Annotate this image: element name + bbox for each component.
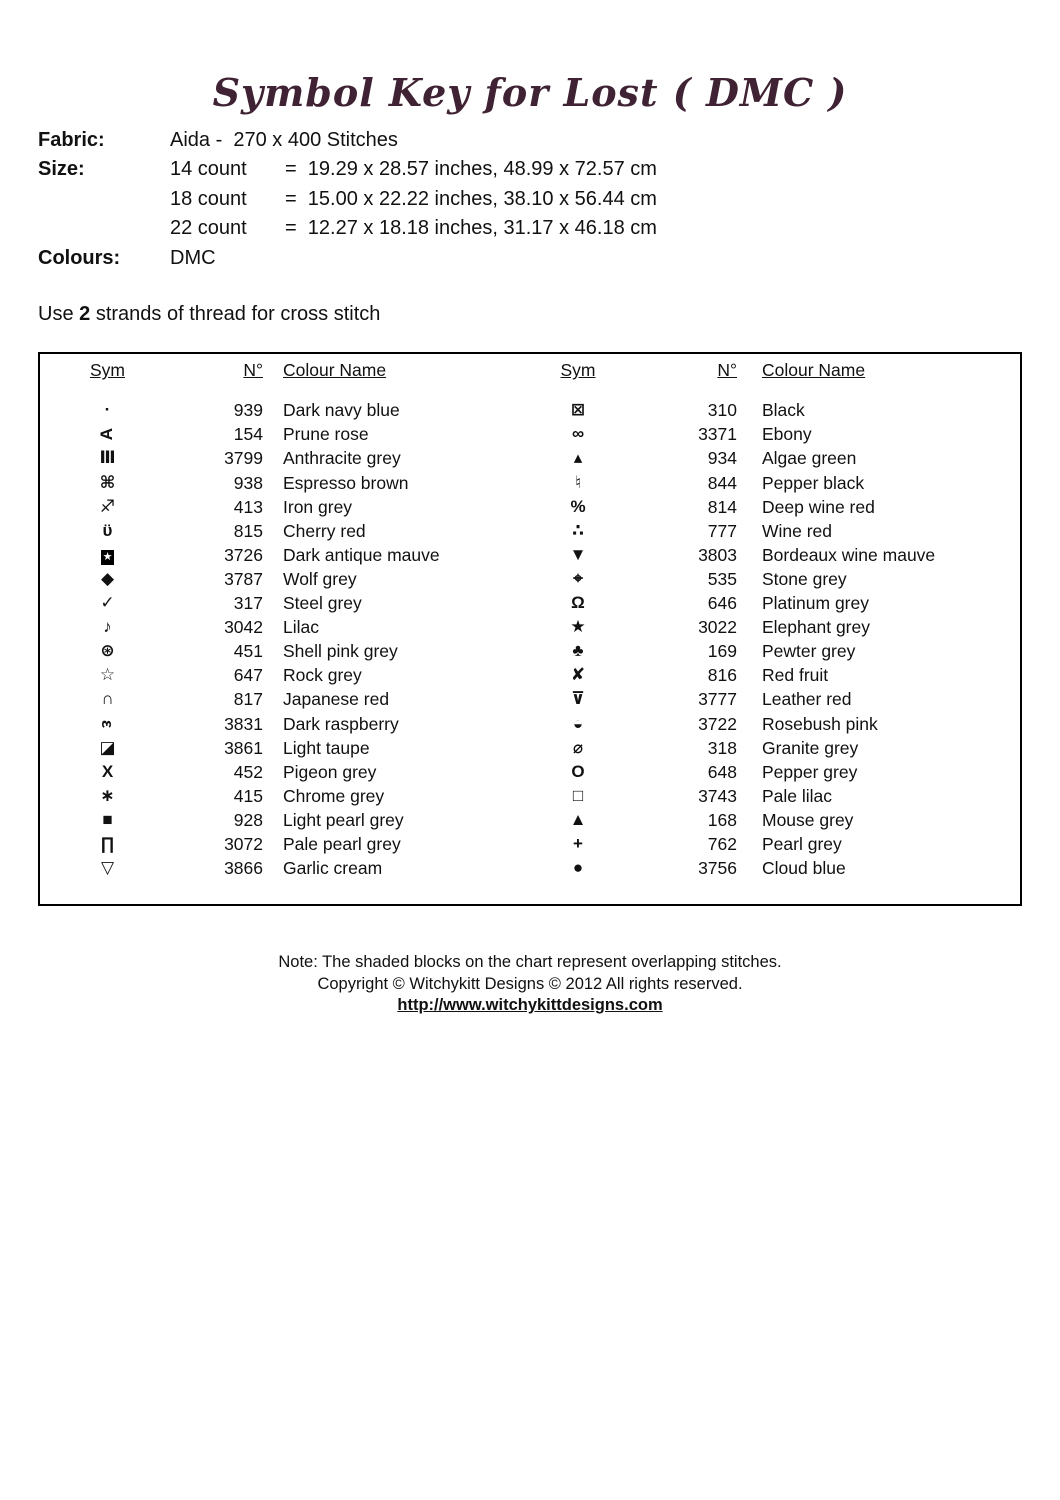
colour-name: Rosebush pink bbox=[762, 713, 878, 734]
header-number-left: N° bbox=[243, 360, 263, 381]
dmc-number: 815 bbox=[233, 520, 263, 541]
strands-suffix: strands of thread for cross stitch bbox=[95, 303, 381, 326]
colour-name: Japanese red bbox=[283, 689, 390, 710]
table-row bbox=[40, 832, 1020, 856]
table-row bbox=[40, 615, 1020, 639]
dmc-number: 816 bbox=[707, 665, 737, 686]
dmc-number: 646 bbox=[707, 593, 737, 614]
table-row bbox=[40, 446, 1020, 470]
symbol-cell: ◆ bbox=[100, 568, 115, 588]
symbol-cell: Ω bbox=[571, 593, 585, 613]
symbol-cell: □ bbox=[572, 785, 584, 805]
symbol-cell bbox=[40, 712, 175, 736]
size-row bbox=[38, 155, 1060, 185]
dmc-number: 3777 bbox=[698, 689, 737, 710]
colour-name: Platinum grey bbox=[762, 593, 869, 614]
symbol-cell: ⌖ bbox=[573, 568, 583, 588]
symbol-cell: ∏ bbox=[100, 833, 115, 853]
dmc-number: 168 bbox=[707, 809, 737, 830]
dmc-number: 317 bbox=[233, 593, 263, 614]
symbol-cell: X bbox=[101, 761, 114, 781]
colour-name: Pepper grey bbox=[762, 761, 858, 782]
size-dims: = 15.00 x 22.22 inches, 38.10 x 56.44 cm bbox=[285, 187, 657, 210]
colour-name: Pale lilac bbox=[762, 785, 833, 806]
header-colour-name-right: Colour Name bbox=[762, 360, 866, 381]
table-row bbox=[40, 784, 1020, 808]
colour-name: Chrome grey bbox=[283, 785, 385, 806]
colour-name: Algae green bbox=[762, 448, 857, 469]
dmc-number: 3831 bbox=[224, 713, 263, 734]
header-colour-name-left: Colour Name bbox=[283, 360, 387, 381]
colour-name: Pigeon grey bbox=[283, 761, 377, 782]
dmc-number: 762 bbox=[707, 833, 737, 854]
symbol-cell: ▽ bbox=[100, 858, 115, 878]
colour-name: Wolf grey bbox=[283, 568, 357, 589]
fabric-value: Aida - 270 x 400 Stitches bbox=[170, 128, 398, 151]
dmc-number: 318 bbox=[707, 737, 737, 758]
dmc-number: 3787 bbox=[224, 568, 263, 589]
strands-count: 2 bbox=[79, 303, 91, 326]
symbol-cell: ■ bbox=[102, 809, 113, 829]
colour-name: Pale pearl grey bbox=[283, 833, 401, 854]
symbol-glyph-boxed-star: ★ bbox=[102, 550, 113, 563]
symbol-cell: ♐ bbox=[99, 496, 116, 516]
dmc-number: 939 bbox=[233, 400, 263, 421]
dmc-number: 3743 bbox=[698, 785, 737, 806]
dmc-number: 154 bbox=[233, 424, 263, 445]
colour-name: Dark raspberry bbox=[283, 713, 399, 734]
table-row bbox=[40, 398, 1020, 422]
table-row bbox=[40, 639, 1020, 663]
dmc-number: 535 bbox=[707, 568, 737, 589]
colours-label: Colours: bbox=[38, 246, 121, 269]
symbol-cell: ● bbox=[572, 858, 584, 878]
colour-name: Stone grey bbox=[762, 568, 847, 589]
symbol-cell: Ⅲ bbox=[99, 448, 116, 468]
dmc-number: 3861 bbox=[224, 737, 263, 758]
dmc-number: 647 bbox=[233, 665, 263, 686]
size-label: Size: bbox=[38, 158, 85, 181]
colour-name: Lilac bbox=[283, 617, 319, 638]
symbol-cell: ★ bbox=[570, 617, 586, 637]
symbol-cell: ♮ bbox=[574, 472, 582, 492]
dmc-number: 648 bbox=[707, 761, 737, 782]
colour-name: Cherry red bbox=[283, 520, 366, 541]
symbol-cell: ∴ bbox=[572, 520, 584, 540]
colour-name: Dark navy blue bbox=[283, 400, 400, 421]
colours-row bbox=[38, 244, 1060, 274]
dmc-number: 3072 bbox=[224, 833, 263, 854]
size-label-empty bbox=[38, 214, 170, 244]
table-row bbox=[40, 856, 1020, 880]
dmc-number: 452 bbox=[233, 761, 263, 782]
dmc-number: 413 bbox=[233, 496, 263, 517]
table-row bbox=[40, 712, 1020, 736]
symbol-cell: ∗ bbox=[100, 785, 115, 805]
colour-name: Anthracite grey bbox=[283, 448, 401, 469]
colour-name: Espresso brown bbox=[283, 472, 409, 493]
colour-name: Pearl grey bbox=[762, 833, 842, 854]
symbol-cell: ⊛ bbox=[100, 641, 115, 661]
header-number-right: N° bbox=[717, 360, 737, 381]
dmc-number: 169 bbox=[707, 641, 737, 662]
dmc-number: 934 bbox=[707, 448, 737, 469]
symbol-cell: ▲ bbox=[569, 809, 587, 829]
size-label-empty bbox=[38, 185, 170, 215]
colour-name: Light pearl grey bbox=[283, 809, 404, 830]
symbol-glyph: A bbox=[97, 428, 117, 441]
dmc-number: 3042 bbox=[224, 617, 263, 638]
symbol-cell: ▼ bbox=[569, 544, 587, 564]
table-row bbox=[40, 422, 1020, 446]
symbol-cell: ☆ bbox=[99, 665, 116, 685]
dmc-number: 817 bbox=[233, 689, 263, 710]
strands-note bbox=[38, 303, 1060, 326]
symbol-cell: + bbox=[573, 833, 583, 853]
colour-name: Mouse grey bbox=[762, 809, 854, 830]
strands-prefix: Use bbox=[38, 303, 74, 326]
colour-name: Shell pink grey bbox=[283, 641, 398, 662]
symbol-cell bbox=[40, 543, 175, 567]
size-count: 18 count bbox=[170, 187, 247, 210]
symbol-cell: ϋ bbox=[102, 520, 113, 540]
symbol-cell: ♪ bbox=[103, 617, 112, 637]
footer bbox=[0, 952, 1060, 1017]
page-title: Symbol Key for Lost ( DMC ) bbox=[212, 70, 848, 115]
symbol-cell: ◪ bbox=[99, 737, 116, 757]
header-sym-left: Sym bbox=[90, 360, 125, 381]
dmc-number: 3726 bbox=[224, 544, 263, 565]
table-row bbox=[40, 567, 1020, 591]
size-value bbox=[170, 155, 657, 185]
colour-name: Pewter grey bbox=[762, 641, 856, 662]
colour-name: Wine red bbox=[762, 520, 833, 541]
size-value bbox=[170, 185, 657, 215]
colour-name: Garlic cream bbox=[283, 858, 383, 879]
table-row bbox=[40, 663, 1020, 687]
fabric-label: Fabric: bbox=[38, 128, 105, 151]
symbol-cell: · bbox=[104, 400, 111, 420]
symbol-cell: ◒ bbox=[572, 713, 584, 733]
size-dims: = 12.27 x 18.18 inches, 31.17 x 46.18 cm bbox=[285, 217, 657, 240]
symbol-cell: ∩ bbox=[101, 689, 114, 709]
dmc-number: 451 bbox=[233, 641, 263, 662]
size-row bbox=[38, 185, 1060, 215]
symbol-cell: ▴ bbox=[573, 448, 583, 468]
symbol-cell: % bbox=[570, 496, 586, 516]
colour-name: Black bbox=[762, 400, 805, 421]
size-count: 22 count bbox=[170, 217, 247, 240]
size-row bbox=[38, 214, 1060, 244]
colour-name: Rock grey bbox=[283, 665, 362, 686]
fabric-row bbox=[38, 126, 1060, 156]
pattern-info bbox=[38, 126, 1060, 274]
symbol-glyph: ε bbox=[98, 719, 118, 728]
colours-value: DMC bbox=[170, 246, 216, 269]
size-count: 14 count bbox=[170, 158, 247, 181]
dmc-number: 777 bbox=[707, 520, 737, 541]
size-dims: = 19.29 x 28.57 inches, 48.99 x 72.57 cm bbox=[285, 158, 657, 181]
dmc-number: 3371 bbox=[698, 424, 737, 445]
dmc-number: 938 bbox=[233, 472, 263, 493]
colour-name: Steel grey bbox=[283, 593, 362, 614]
table-row bbox=[40, 519, 1020, 543]
dmc-number: 3756 bbox=[698, 858, 737, 879]
table-header-row bbox=[40, 359, 1020, 381]
table-row bbox=[40, 543, 1020, 567]
colour-name: Ebony bbox=[762, 424, 812, 445]
table-row bbox=[40, 591, 1020, 615]
symbol-cell: ⊽ bbox=[571, 689, 585, 709]
dmc-number: 814 bbox=[707, 496, 737, 517]
header-sym-right: Sym bbox=[560, 360, 596, 381]
colour-name: Bordeaux wine mauve bbox=[762, 544, 936, 565]
colour-name: Cloud blue bbox=[762, 858, 846, 879]
table-row bbox=[40, 760, 1020, 784]
dmc-number: 310 bbox=[707, 400, 737, 421]
size-value bbox=[170, 214, 657, 244]
shading-note: Note: The shaded blocks on the chart represent overlapping stitches. bbox=[278, 953, 782, 972]
colour-name: Pepper black bbox=[762, 472, 865, 493]
symbol-cell: ♣ bbox=[572, 641, 584, 661]
dmc-number: 415 bbox=[233, 785, 263, 806]
symbol-cell: ✓ bbox=[100, 593, 115, 613]
symbol-cell: ⊠ bbox=[570, 400, 586, 420]
table-row bbox=[40, 687, 1020, 711]
colour-name: Leather red bbox=[762, 689, 852, 710]
symbol-cell: O bbox=[571, 761, 585, 781]
dmc-number: 3022 bbox=[698, 617, 737, 638]
colour-name: Granite grey bbox=[762, 737, 859, 758]
symbol-cell: ⌀ bbox=[572, 737, 584, 757]
table-row bbox=[40, 495, 1020, 519]
symbol-cell: ∞ bbox=[571, 424, 585, 444]
symbol-cell: ⌘ bbox=[99, 472, 116, 492]
dmc-number: 3722 bbox=[698, 713, 737, 734]
colour-name: Dark antique mauve bbox=[283, 544, 440, 565]
copyright-line: Copyright © Witchykitt Designs © 2012 All rights reserved. bbox=[317, 974, 743, 993]
dmc-number: 3866 bbox=[224, 858, 263, 879]
table-row bbox=[40, 808, 1020, 832]
symbol-key-table bbox=[38, 352, 1022, 906]
table-row bbox=[40, 736, 1020, 760]
dmc-number: 3803 bbox=[698, 544, 737, 565]
dmc-number: 844 bbox=[707, 472, 737, 493]
colour-name: Deep wine red bbox=[762, 496, 875, 517]
colour-name: Prune rose bbox=[283, 424, 369, 445]
colour-name: Red fruit bbox=[762, 665, 829, 686]
colour-name: Light taupe bbox=[283, 737, 370, 758]
symbol-cell bbox=[40, 422, 175, 446]
symbol-cell: ✘ bbox=[570, 665, 586, 685]
table-row bbox=[40, 471, 1020, 495]
colour-name: Elephant grey bbox=[762, 617, 870, 638]
website-link[interactable]: http://www.witchykittdesigns.com bbox=[397, 996, 663, 1015]
colour-name: Iron grey bbox=[283, 496, 353, 517]
dmc-number: 928 bbox=[233, 809, 263, 830]
dmc-number: 3799 bbox=[224, 448, 263, 469]
